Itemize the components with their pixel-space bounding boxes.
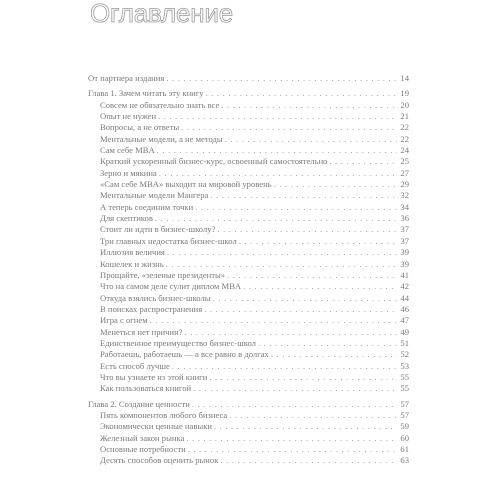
toc-entry-label: Иллюзия величия xyxy=(100,247,165,258)
dot-leader xyxy=(188,444,397,455)
dot-leader xyxy=(172,361,397,372)
toc-entry-page: 46 xyxy=(400,303,409,314)
dot-leader xyxy=(166,259,397,270)
toc-entry-label: Что на самом деле сулит диплом MBA xyxy=(100,281,242,292)
toc-entry[interactable] xyxy=(88,304,409,315)
toc-entry[interactable] xyxy=(88,361,409,372)
dot-leader xyxy=(243,281,397,292)
dot-leader xyxy=(159,168,397,179)
toc-entry-page: 63 xyxy=(400,455,409,466)
dot-leader xyxy=(206,88,397,99)
dot-leader xyxy=(167,247,397,258)
toc-entry[interactable] xyxy=(88,100,409,111)
toc-entry-label: Работаешь, работаешь — а все равно в долгах xyxy=(100,349,269,360)
toc-entry-label: А теперь соединим точки xyxy=(100,201,194,212)
toc-entry[interactable] xyxy=(88,372,409,383)
toc-entry-label: Опыт не нужен xyxy=(100,111,157,122)
toc-entry-page: 59 xyxy=(400,421,409,432)
dot-leader xyxy=(214,421,397,432)
toc-entry-page: 39 xyxy=(400,247,409,258)
dot-leader xyxy=(229,410,397,421)
toc-entry[interactable] xyxy=(88,315,409,326)
toc-entry-page: 49 xyxy=(400,326,409,337)
toc-entry-label: Пять компонентов любого бизнеса xyxy=(100,409,228,420)
toc-entry[interactable] xyxy=(88,338,409,349)
toc-entry[interactable] xyxy=(88,421,409,432)
dot-leader xyxy=(166,73,397,84)
dot-leader xyxy=(155,213,397,224)
dot-leader xyxy=(181,122,397,133)
dot-leader xyxy=(227,270,397,281)
toc-entry-label: Ментальные модели, а не методы xyxy=(100,133,223,144)
dot-leader xyxy=(329,156,397,167)
toc-entry-page: 39 xyxy=(400,258,409,269)
dot-leader xyxy=(204,304,397,315)
toc-entry-label: «Сам себе MBA» выходит на мировой уровень xyxy=(100,179,272,190)
toc-entry-label: В поисках распространения xyxy=(100,303,203,314)
toc-entry-label: Как пользоваться книгой xyxy=(100,383,192,394)
toc-entry-page: 57 xyxy=(400,398,409,409)
toc-entry-label: Менеться нет причин? xyxy=(100,326,183,337)
toc-entry[interactable] xyxy=(88,145,409,156)
dot-leader xyxy=(220,455,397,466)
toc-entry-label: Что вы узнаете из этой книги xyxy=(100,371,208,382)
dot-leader xyxy=(217,224,397,235)
toc-entry-label: Глава 2. Создание ценности xyxy=(88,398,190,409)
toc-entry-label: Десять способов оценить рынок xyxy=(100,455,219,466)
toc-entry-page: 61 xyxy=(400,444,409,454)
toc-entry-page: 51 xyxy=(400,337,409,348)
toc-entry[interactable] xyxy=(88,433,409,444)
dot-leader xyxy=(157,145,397,156)
toc-entry-page: 19 xyxy=(400,88,409,99)
toc-entry[interactable] xyxy=(88,410,409,421)
dot-leader xyxy=(185,327,398,338)
toc-entry-label: Экономически ценные навыки xyxy=(100,421,212,432)
toc-entry-label: Вопросы, а не ответы xyxy=(100,122,180,133)
toc-entry-page: 29 xyxy=(400,179,409,190)
toc-entry-label: Сам себе MBA xyxy=(100,145,155,156)
toc-entry-label: Железный закон рынка xyxy=(100,432,185,443)
toc-entry[interactable] xyxy=(88,383,409,394)
toc-entry-label: Ментальные модели Мангера xyxy=(100,190,209,201)
toc-entry-page: 55 xyxy=(400,383,409,394)
page-title: Оглавление xyxy=(90,0,233,28)
toc-entry-page: 44 xyxy=(400,292,409,303)
toc-entry-page: 60 xyxy=(400,432,409,443)
toc-entry-page: 20 xyxy=(400,99,409,110)
toc-entry-page: 22 xyxy=(400,133,409,144)
toc-entry[interactable] xyxy=(88,88,409,99)
toc-entry-page: 21 xyxy=(400,111,409,122)
toc-entry[interactable] xyxy=(88,236,409,247)
toc-entry[interactable] xyxy=(88,213,409,224)
toc-entry[interactable] xyxy=(88,156,409,167)
toc-entry-page: 25 xyxy=(400,156,409,167)
toc-entry-label: Три главных недостатка бизнес-школ xyxy=(100,235,237,246)
dot-leader xyxy=(221,100,397,111)
dot-leader xyxy=(213,293,397,304)
toc-entry[interactable] xyxy=(88,168,409,179)
toc-entry[interactable] xyxy=(88,224,409,235)
toc-entry[interactable] xyxy=(88,455,409,466)
dot-leader xyxy=(210,190,397,201)
toc-entry-label: От партнера издания xyxy=(88,73,165,83)
toc-entry-page: 24 xyxy=(400,145,409,156)
toc-entry-page: 52 xyxy=(400,349,409,360)
toc-entry-page: 27 xyxy=(400,167,409,178)
toc-entry[interactable] xyxy=(88,202,409,213)
toc-entry[interactable] xyxy=(88,111,409,122)
toc-entry[interactable] xyxy=(88,134,409,145)
toc-entry[interactable] xyxy=(88,270,409,281)
dot-leader xyxy=(258,338,397,349)
toc-entry-label: Основные потребности xyxy=(100,444,186,454)
toc-entry-label: Прощайте, «зеленые президенты» xyxy=(100,269,226,280)
toc-entry-label: Зерно и мякина xyxy=(100,167,157,178)
dot-leader xyxy=(192,399,397,410)
dot-leader xyxy=(193,383,397,394)
dot-leader xyxy=(271,349,397,360)
toc-entry-page: 53 xyxy=(400,360,409,371)
toc-entry[interactable] xyxy=(88,399,409,410)
toc-entry-page: 55 xyxy=(400,371,409,382)
toc-entry-label: Кошелек и жизнь xyxy=(100,258,164,269)
toc-entry[interactable] xyxy=(88,73,409,84)
toc-entry-label: Единственное преимущество бизнес-школ xyxy=(100,337,256,348)
toc-entry-label: Глава 1. Зачем читать эту книгу xyxy=(88,88,204,99)
dot-leader xyxy=(239,236,397,247)
dot-leader xyxy=(150,315,397,326)
toc-entry[interactable] xyxy=(88,190,409,201)
toc-entry-page: 22 xyxy=(400,122,409,133)
toc-entry-page: 34 xyxy=(400,201,409,212)
dot-leader xyxy=(274,179,397,190)
toc-entry-page: 47 xyxy=(400,315,409,326)
toc-entry-page: 37 xyxy=(400,224,409,235)
toc-entry[interactable] xyxy=(88,122,409,133)
toc-entry-label: Совсем не обязательно знать все xyxy=(100,99,220,110)
toc-entry-page: 36 xyxy=(400,213,409,224)
toc-entry[interactable] xyxy=(88,259,409,270)
toc-entry[interactable] xyxy=(88,444,409,455)
toc-entry-page: 37 xyxy=(400,235,409,246)
toc-entry[interactable] xyxy=(88,327,409,338)
toc-entry-page: 32 xyxy=(400,190,409,201)
toc-entry-label: Есть способ лучше xyxy=(100,360,170,371)
toc-entry-page: 14 xyxy=(400,73,409,83)
dot-leader xyxy=(186,433,397,444)
dot-leader xyxy=(195,202,397,213)
toc-entry-label: Откуда взялись бизнес-школы xyxy=(100,292,211,303)
toc-entry-label: Стоит ли идти в бизнес-школу? xyxy=(100,224,216,235)
toc-entry-label: Краткий ускоренный бизнес-курс, освоенный самостоятельно xyxy=(100,156,328,167)
toc-entry[interactable] xyxy=(88,349,409,360)
toc-entry-label: Для скептиков xyxy=(100,213,153,224)
dot-leader xyxy=(158,111,397,122)
toc-entry[interactable] xyxy=(88,293,409,304)
toc-entry[interactable] xyxy=(88,179,409,190)
toc-entry-page: 42 xyxy=(400,281,409,292)
toc-entry[interactable] xyxy=(88,281,409,292)
toc-entry-page: 41 xyxy=(400,269,409,280)
toc-entry[interactable] xyxy=(88,247,409,258)
table-of-contents xyxy=(88,73,409,467)
dot-leader xyxy=(225,134,397,145)
toc-entry-label: Игра с огнем xyxy=(100,315,148,326)
toc-entry-page: 57 xyxy=(400,409,409,420)
dot-leader xyxy=(209,372,397,383)
